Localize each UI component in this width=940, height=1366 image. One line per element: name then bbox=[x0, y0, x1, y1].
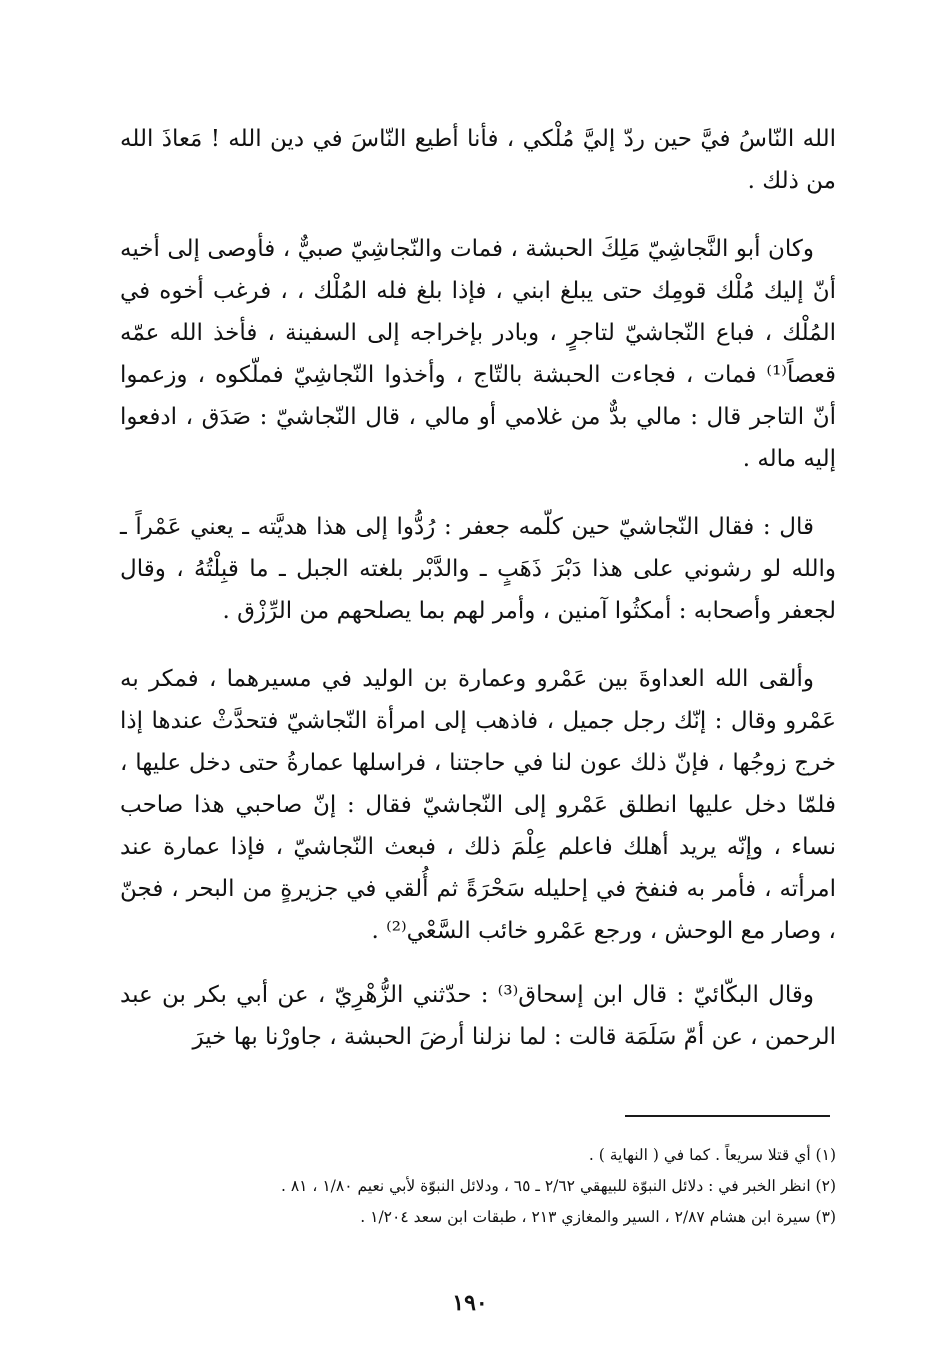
paragraph-1: الله النّاسُ فيَّ حين ردّ إليَّ مُلْكي ، فأنا أطيع النّاسَ في دين الله ! مَعاذَ الله من ذلك . bbox=[120, 126, 836, 194]
footnote-2: (٢) انظر الخبر في : دلائل النبوّة للبيهقي ٢/٦٢ ـ ٦٥ ، ودلائل النبوّة لأبي نعيم ١/٨٠ ، ٨١ . bbox=[280, 1177, 836, 1195]
footnote-3: (٣) سيرة ابن هشام ٢/٨٧ ، السير والمغازي ٢١٣ ، طبقات ابن سعد ١/٢٠٤ . bbox=[360, 1208, 836, 1226]
paragraph-5: وقال البكّائيّ : قال ابن إسحاق⁽³⁾ : حدّثني الزُّهْرِيّ ، عن أبي بكر بن عبد الرحمن ، عن أمّ سَلَمَة قالت : لما نزلنا أرضَ الحبشة ، جاورْنا بها خيرَ bbox=[120, 982, 836, 1050]
main-text bbox=[120, 118, 836, 1058]
paragraph-4: وألقى الله العداوةَ بين عَمْرو وعمارة بن الوليد في مسيرهما ، فمكر به عَمْرو وقال : إنّك رجل جميل ، فاذهب إلى امرأة النّجاشيّ فتحدَّثْ عندها إذا خرج زوجُها ، فإنّ ذلك عون لنا في حاجتنا ، فراسلها عمارةُ حتى دخل عليها ، فلمّا دخل عليها انطلق عَمْرو إلى النّجاشيّ فقال : إنّ صاحبي هذا صاحب نساء ، وإنّه يريد أهلك فاعلم عِلْمَ ذلك ، فبعث النّجاشيّ ، فإذا عمارة عند امرأته ، فأمر به فنفخ في إحليله سَحْرَةً ثم أُلقي في جزيرةٍ من البحر ، فجنّ ، وصار مع الوحش ، ورجع عَمْرو خائب السَّعْي⁽²⁾ . bbox=[120, 666, 836, 944]
footnote-1: (١) أي قتلا سريعاً . كما في ( النهاية ) . bbox=[588, 1146, 836, 1164]
page-number: ١٩٠ bbox=[452, 1290, 488, 1316]
footnote-separator bbox=[625, 1115, 830, 1117]
paragraph-3: قال : فقال النّجاشيّ حين كلّمه جعفر : رُدُّوا إلى هذا هديَّته ـ يعني عَمْراً ـ والله لو رشوني على هذا دَبْرَ ذَهَبٍ ـ والدَّبْر بلغته الجبل ـ ما قبِلْتُهُ ، وقال لجعفر وأصحابه : أمكثُوا آمنين ، وأمر لهم بما يصلحهم من الرِّزْق . bbox=[120, 514, 836, 624]
paragraph-2: وكان أبو النَّجاشِيّ مَلِكَ الحبشة ، فمات والنّجاشِيّ صبيٌّ ، فأوصى إلى أخيه أنّ إليك مُلْك قومِك حتى يبلغ ابني ، فإذا بلغ فله المُلْك ، ، فرغب أخوه في المُلْك ، فباع النّجاشيّ لتاجرٍ ، وبادر بإخراجه إلى السفينة ، فأخذ الله عمّه قعصاً⁽¹⁾ فمات ، فجاءت الحبشة بالتّاج ، وأخذوا النّجاشِيّ فملّكوه ، وزعموا أنّ التاجر قال : مالي بدٌّ من غلامي أو مالي ، قال النّجاشيّ : صَدَق ، ادفعوا إليه ماله . bbox=[120, 236, 836, 472]
footnotes bbox=[120, 1140, 836, 1233]
